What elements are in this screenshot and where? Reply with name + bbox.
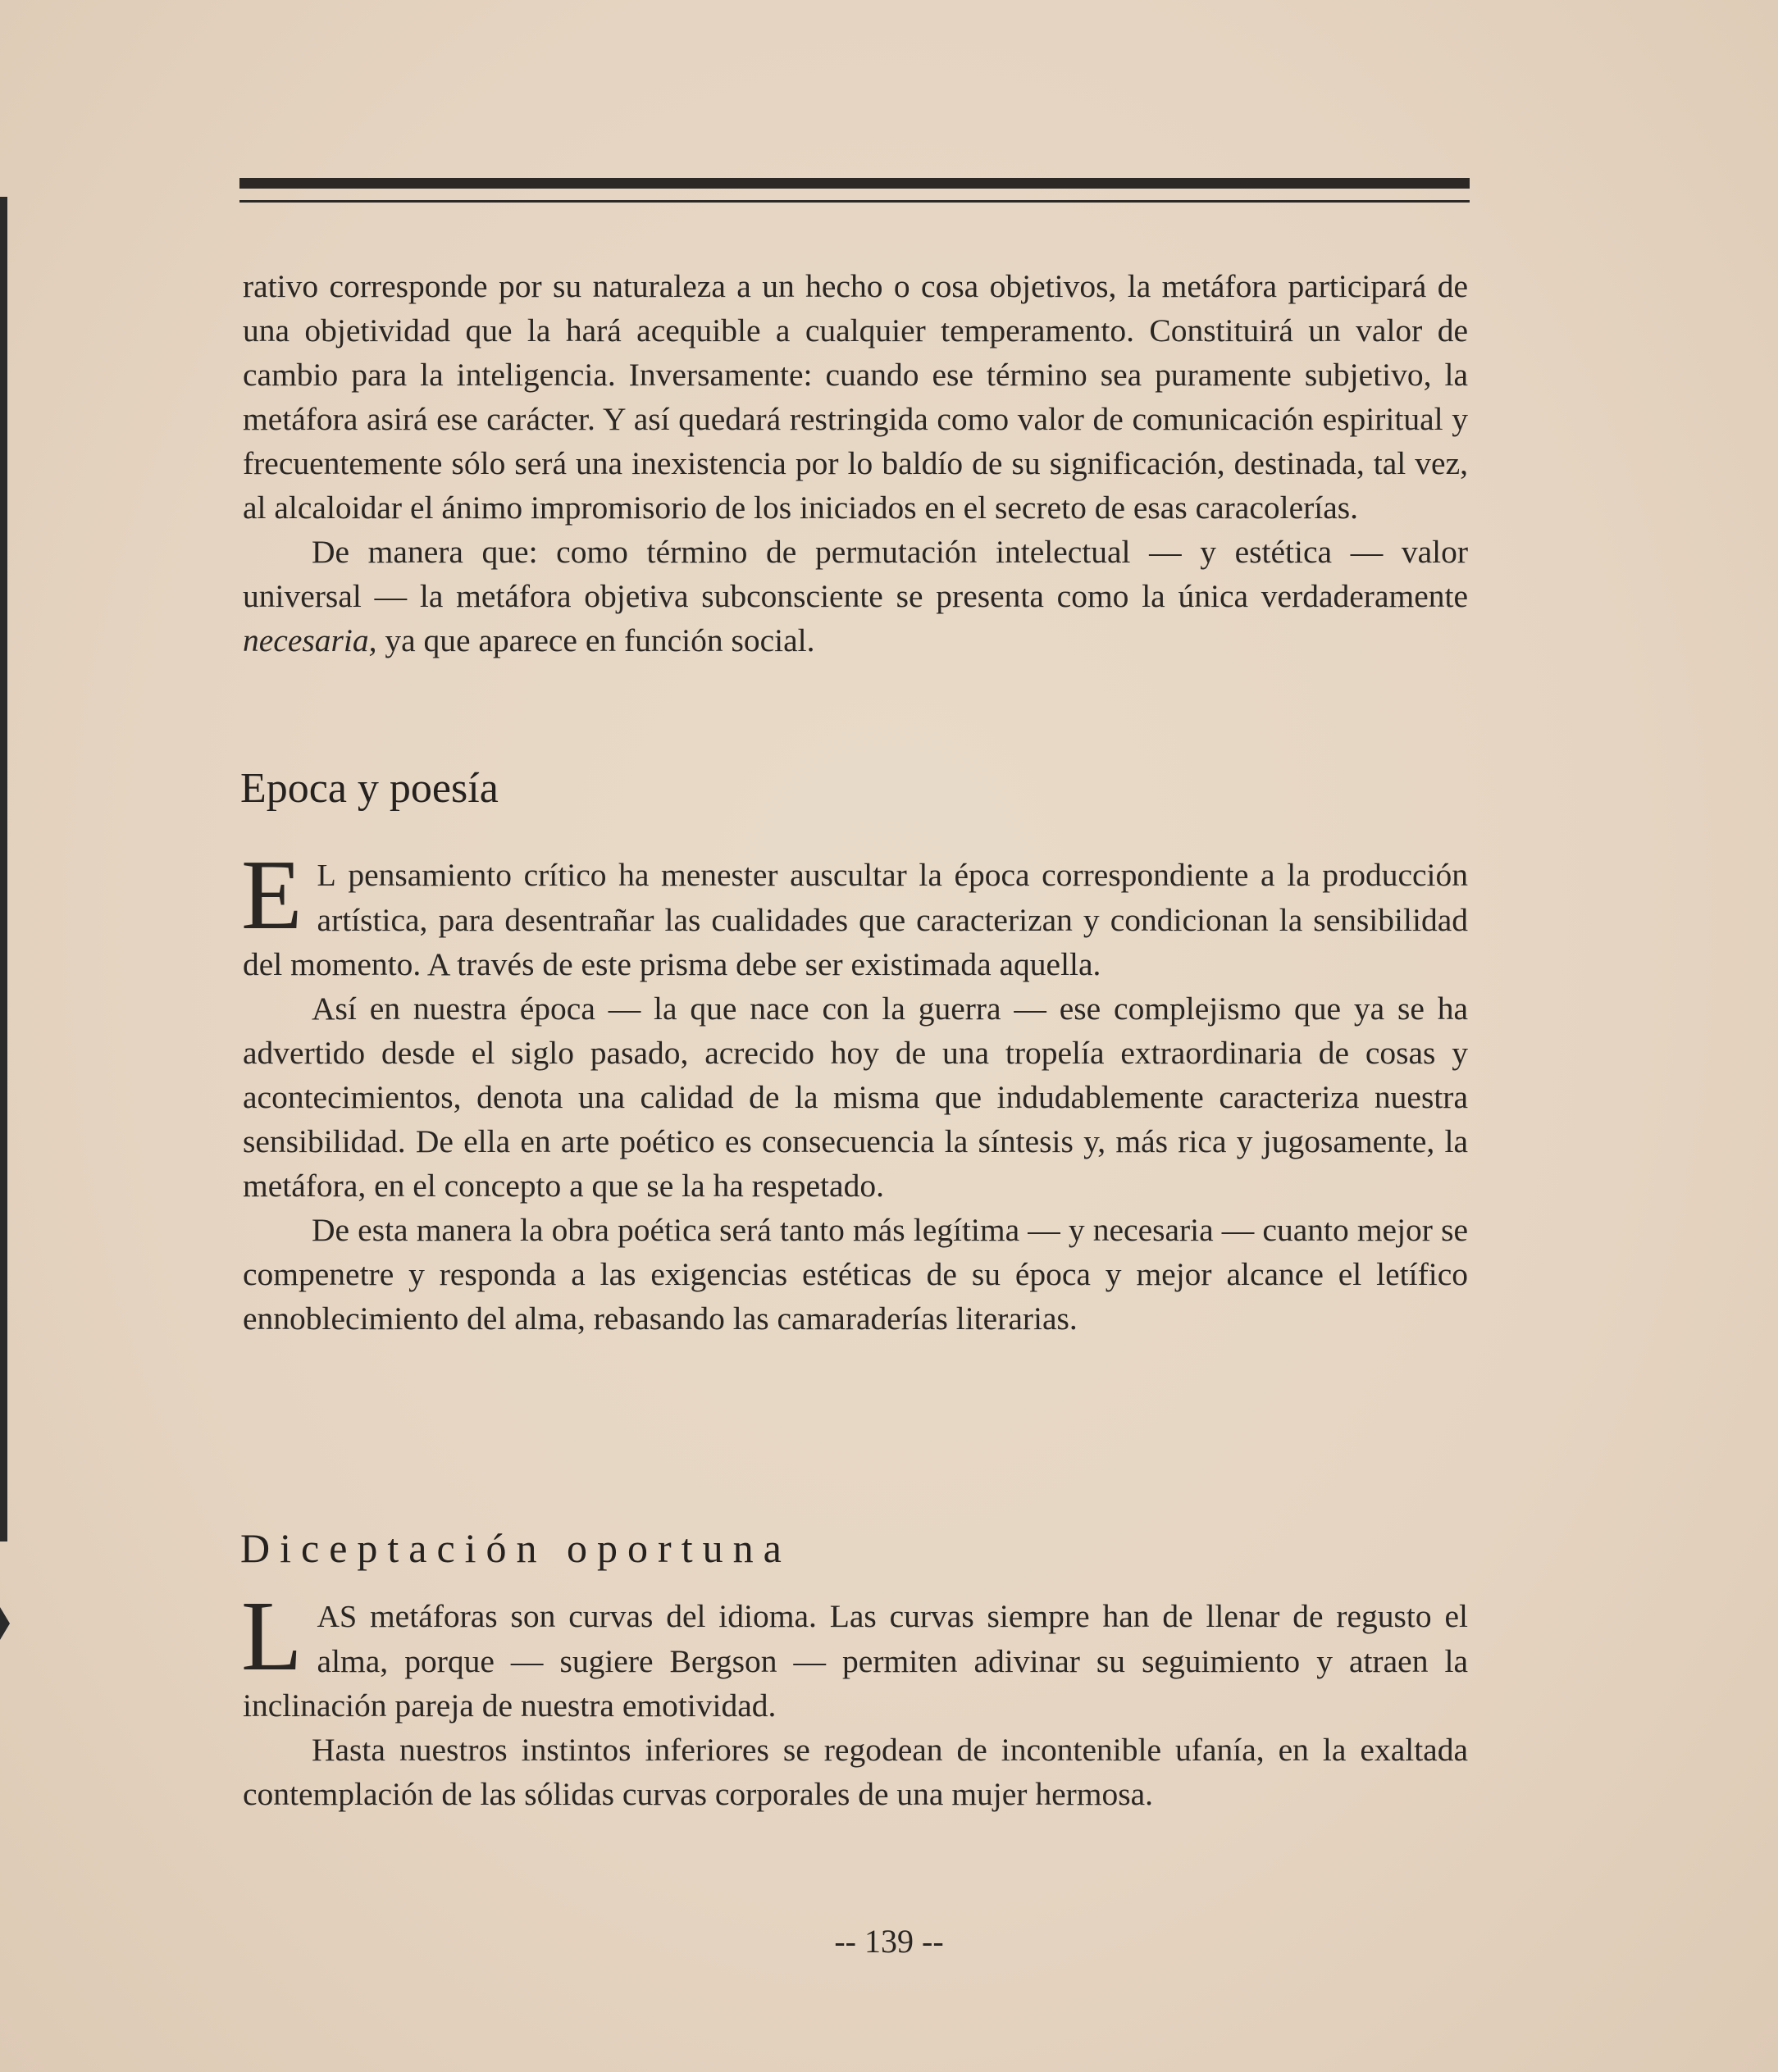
drop-cap: E xyxy=(241,840,303,950)
emphasis-text: necesaria, xyxy=(243,622,377,658)
header-rule-thick xyxy=(239,178,1470,189)
paragraph-text: De manera que: como término de permutación intelectual — y estética — valor universal — la metáfora objetiva subconsciente se presenta como la única verdaderamente xyxy=(243,534,1468,614)
paragraph: rativo corresponde por su naturaleza a un hecho o cosa objetivos, la metáfora participará de una objetividad que la hará acequible a cualquier temperamento. Constituirá un valor de cambio para la inteligencia. Inversamente: cuando ese término sea puramente subjetivo, la metáfora asirá ese carácter. Y así quedará restringida como valor de comunicación espiritual y frecuentemente sólo será una inexistencia por lo baldío de su significación, destinada, tal vez, al alcaloidar el ánimo impromisorio de los iniciados en el secreto de esas caracolerías. xyxy=(243,268,1468,526)
binding-edge xyxy=(0,197,7,1541)
paragraph xyxy=(241,1581,1468,1728)
paragraph xyxy=(241,840,1468,986)
paragraph-lead: L xyxy=(317,858,336,893)
paragraph-text: pensamiento crítico ha menester auscultar la época correspondiente a la producción artística, para desentrañar las cualidades que caracterizan y condicionan la sensibilidad del momento. A través de este prisma debe ser existimada aquella. xyxy=(243,857,1468,982)
binding-notch xyxy=(0,1607,10,1640)
paragraph: Así en nuestra época — la que nace con la guerra — ese complejismo que ya se ha advertido desde el siglo pasado, acrecido hoy de una tropelía extraordinaria de cosas y acontecimientos, denota una calidad de la misma que indudablemente caracteriza nuestra sensibilidad. De ella en arte poético es consecuencia la síntesis y, más rica y jugosamente, la metáfora, en el concepto a que se la ha respetado. xyxy=(243,990,1468,1204)
paragraph-text: metáforas son curvas del idioma. Las curvas siempre han de llenar de regusto el alma, porque — sugiere Bergson — permiten adivinar su seguimiento y atraen la inclinación pareja de nuestra emotividad. xyxy=(243,1598,1468,1724)
section-body xyxy=(241,840,1468,1341)
paragraph xyxy=(243,530,1468,663)
section-heading: Diceptación oportuna xyxy=(240,1525,791,1571)
drop-cap: L xyxy=(241,1581,303,1692)
section-body xyxy=(241,1581,1468,1816)
paragraph: De esta manera la obra poética será tanto más legítima — y necesaria — cuanto mejor se compenetre y responda a las exigencias estéticas de su época y mejor alcance el letífico ennoblecimiento del alma, rebasando las camaraderías literarias. xyxy=(243,1212,1468,1337)
page-number: -- 139 -- xyxy=(834,1923,944,1960)
paragraph-text: ya que aparece en función social. xyxy=(376,622,815,658)
section-heading: Epoca y poesía xyxy=(240,765,499,812)
paragraph-lead: AS xyxy=(317,1600,358,1634)
paragraph: Hasta nuestros instintos inferiores se regodean de incontenible ufanía, en la exaltada contemplación de las sólidas curvas corporales de una mujer hermosa. xyxy=(243,1732,1468,1812)
section-continuation xyxy=(243,264,1468,663)
header-rule-thin xyxy=(239,200,1470,203)
